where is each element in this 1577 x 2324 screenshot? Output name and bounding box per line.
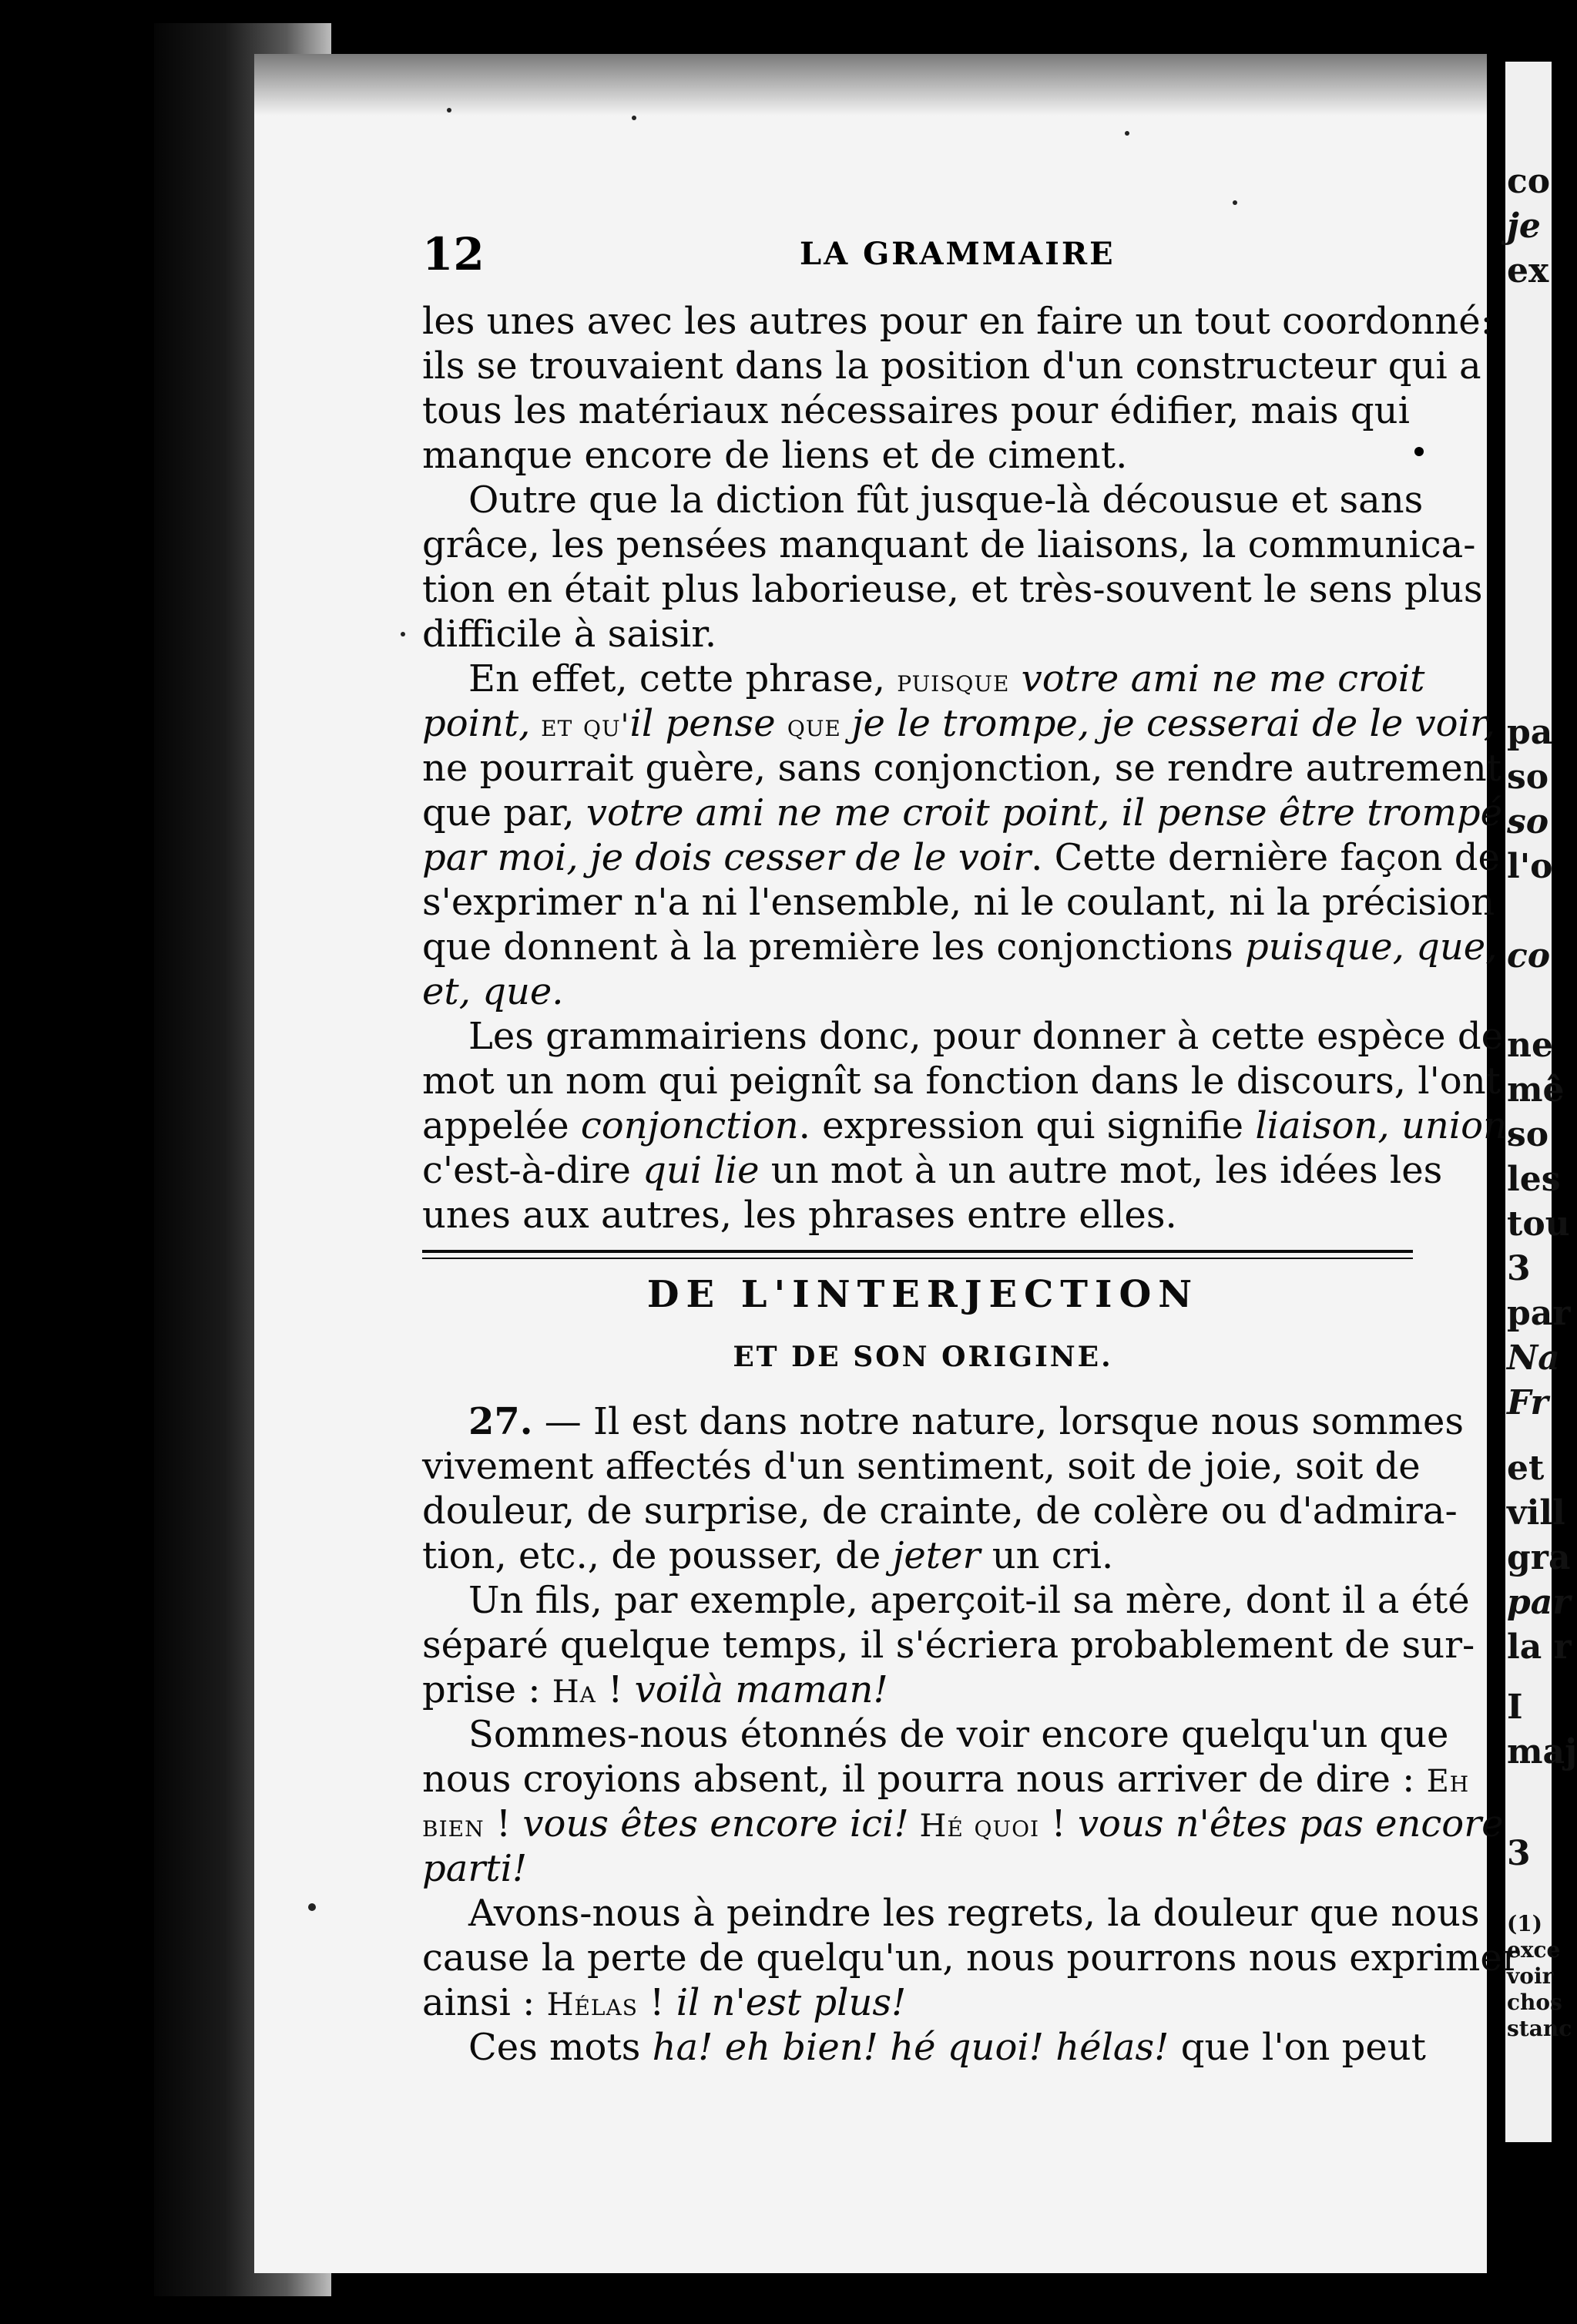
adjacent-footnote: (1) xyxy=(1507,1911,1542,1936)
text-line xyxy=(422,835,1500,880)
text-line: les unes avec les autres pour en faire un tout coordonné: xyxy=(422,300,1493,343)
text-line: tion en était plus laborieuse, et très-souvent le sens plus xyxy=(422,568,1483,611)
adjacent-text: la r xyxy=(1507,1627,1572,1667)
text-run: votre ami ne me croit point, il pense être trompé xyxy=(586,791,1502,835)
text-line xyxy=(422,1802,1504,1849)
text-run: il n'est plus! xyxy=(676,1981,907,2024)
adjacent-text: les xyxy=(1507,1160,1561,1199)
text-line xyxy=(468,2025,1426,2070)
scan-speck xyxy=(1233,200,1237,205)
text-line xyxy=(422,1980,906,2027)
text-line: ne pourrait guère, sans conjonction, se rendre autrement xyxy=(422,747,1502,790)
text-run: puisque xyxy=(897,663,1010,699)
text-run: vous n'êtes pas encore xyxy=(1077,1802,1504,1845)
text-run: que l'on peut xyxy=(1169,2026,1426,2069)
text-run: c'est-à-dire xyxy=(422,1149,643,1192)
adjacent-footnote: exce xyxy=(1507,1937,1561,1963)
page-number: 12 xyxy=(422,228,485,280)
text-line: grâce, les pensées manquant de liaisons, la communica- xyxy=(422,523,1476,566)
text-line xyxy=(422,701,1495,748)
text-line xyxy=(422,925,1497,969)
adjacent-text: 3 xyxy=(1507,1249,1531,1288)
text-line: difficile à saisir. xyxy=(422,613,717,656)
text-run: prise : xyxy=(422,1668,552,1711)
text-line: ils se trouvaient dans la position d'un constructeur qui a xyxy=(422,344,1481,388)
text-run: vous êtes encore ici! xyxy=(522,1802,909,1845)
adjacent-text: so xyxy=(1507,757,1549,797)
text-run: jeter xyxy=(892,1534,981,1577)
page-shadow xyxy=(254,54,1487,116)
adjacent-footnote: voir xyxy=(1507,1963,1554,1989)
scan-speck xyxy=(1125,131,1129,136)
adjacent-text: I xyxy=(1507,1688,1523,1727)
scan-speck xyxy=(308,1903,316,1911)
text-run: Eh xyxy=(1426,1764,1470,1799)
text-run: Ces mots xyxy=(468,2026,653,2069)
adjacent-text: par xyxy=(1507,1294,1571,1333)
adjacent-text: ex xyxy=(1507,251,1549,290)
text-line: manque encore de liens et de ciment. xyxy=(422,434,1128,477)
text-line: cause la perte de quelqu'un, nous pourrons nous exprimer xyxy=(422,1936,1520,1980)
text-run: appelée xyxy=(422,1104,581,1147)
section-subtitle: ET DE SON ORIGINE. xyxy=(733,1341,1113,1373)
text-line xyxy=(422,1103,1518,1148)
adjacent-text: l'o xyxy=(1507,847,1553,886)
text-run: tion, etc., de pousser, de xyxy=(422,1534,893,1577)
text-run: il pense xyxy=(629,702,787,745)
text-line: Les grammairiens donc, pour donner à cette espèce de xyxy=(468,1015,1503,1058)
text-line: Outre que la diction fût jusque-là décousue et sans xyxy=(468,479,1424,522)
text-line: mot un nom qui peignît sa fonction dans le discours, l'ont xyxy=(422,1060,1501,1103)
running-head: LA GRAMMAIRE xyxy=(800,236,1116,272)
text-run: que par, xyxy=(422,791,586,835)
text-run: bien xyxy=(422,1808,485,1844)
adjacent-text: maj xyxy=(1507,1732,1577,1772)
paragraph-number: 27. xyxy=(468,1400,533,1443)
text-line: parti! xyxy=(422,1847,528,1890)
text-run: En effet, cette phrase, xyxy=(468,657,898,700)
text-run: ! xyxy=(484,1802,523,1845)
text-run: point, xyxy=(422,702,531,745)
text-line xyxy=(422,1667,888,1714)
text-run: Hélas xyxy=(546,1987,638,2023)
adjacent-text: Fr xyxy=(1507,1383,1548,1422)
adjacent-text: 3 xyxy=(1507,1834,1531,1873)
adjacent-text: par xyxy=(1507,1583,1571,1622)
adjacent-text: ne xyxy=(1507,1026,1553,1065)
text-run: un cri. xyxy=(980,1534,1114,1577)
text-run: voilà maman! xyxy=(634,1668,888,1711)
adjacent-text: co xyxy=(1507,162,1551,201)
adjacent-text: gra xyxy=(1507,1538,1571,1577)
section-rule xyxy=(422,1250,1413,1253)
text-run: — Il est dans notre nature, lorsque nous sommes xyxy=(532,1400,1464,1443)
text-run: ainsi : xyxy=(422,1981,547,2024)
adjacent-footnote: chos xyxy=(1507,1990,1562,2015)
text-run: conjonction xyxy=(580,1104,799,1147)
text-line: unes aux autres, les phrases entre elles. xyxy=(422,1194,1177,1237)
text-run: que xyxy=(787,708,852,744)
adjacent-page-fragment xyxy=(1505,62,1577,2142)
adjacent-text: et xyxy=(1507,1449,1545,1488)
section-title: DE L'INTERJECTION xyxy=(646,1273,1200,1316)
text-run: . Cette dernière façon de xyxy=(1031,836,1500,879)
text-line: tous les matériaux nécessaires pour édifier, mais qui xyxy=(422,389,1410,432)
text-line: et, que. xyxy=(422,970,564,1013)
text-run: je le trompe, je cesserai de le voir, xyxy=(851,702,1495,745)
text-run: par moi, je dois cesser de le voir xyxy=(422,836,1032,879)
text-run: que donnent à la première les conjonctions xyxy=(422,925,1245,969)
text-line: douleur, de surprise, de crainte, de colère ou d'admira- xyxy=(422,1489,1458,1533)
adjacent-text: mê xyxy=(1507,1070,1565,1110)
text-run: ha! eh bien! hé quoi! hélas! xyxy=(652,2026,1169,2069)
text-run: qui lie xyxy=(643,1149,760,1192)
text-run: nous croyions absent, il pourra nous arriver de dire : xyxy=(422,1758,1427,1801)
text-run: ! xyxy=(637,1981,676,2024)
text-line: séparé quelque temps, il s'écriera probablement de sur- xyxy=(422,1624,1475,1667)
text-run: . expression qui signifie xyxy=(798,1104,1256,1147)
text-line: Sommes-nous étonnés de voir encore quelqu'un que xyxy=(468,1713,1449,1756)
adjacent-text: Na xyxy=(1507,1338,1560,1378)
text-run: liaison, union, xyxy=(1255,1104,1519,1147)
text-run: puisque, que, xyxy=(1244,925,1498,969)
text-run: ! xyxy=(1039,1802,1078,1845)
scan-speck xyxy=(632,116,636,120)
text-line xyxy=(422,1533,1113,1578)
scan-speck xyxy=(447,108,451,113)
section-rule xyxy=(422,1258,1413,1259)
text-line: Avons-nous à peindre les regrets, la douleur que nous xyxy=(468,1892,1480,1935)
text-line xyxy=(468,657,1424,704)
adjacent-footnote: stanc xyxy=(1507,2016,1572,2041)
text-run: Ha xyxy=(552,1674,596,1710)
adjacent-text: so xyxy=(1507,802,1549,841)
scan-speck xyxy=(401,632,405,636)
text-run: votre ami ne me croit xyxy=(1009,657,1425,700)
adjacent-text: vill xyxy=(1507,1493,1565,1533)
adjacent-text: co xyxy=(1507,936,1551,976)
adjacent-text: so xyxy=(1507,1115,1549,1154)
text-run: un mot à un autre mot, les idées les xyxy=(759,1149,1443,1192)
text-run: qu' xyxy=(582,708,630,744)
text-line: vivement affectés d'un sentiment, soit de joie, soit de xyxy=(422,1445,1421,1488)
text-line xyxy=(422,1757,1469,1804)
text-line: s'exprimer n'a ni l'ensemble, ni le coulant, ni la précision xyxy=(422,881,1495,924)
text-line: Un fils, par exemple, aperçoit-il sa mère, dont il a été xyxy=(468,1579,1470,1622)
text-line xyxy=(422,791,1502,835)
text-line xyxy=(468,1399,1464,1444)
text-run: et xyxy=(530,708,583,744)
page-header xyxy=(422,228,1424,280)
text-line xyxy=(422,1148,1442,1193)
adjacent-text: je xyxy=(1507,207,1541,246)
text-run: Hé quoi xyxy=(908,1808,1040,1844)
adjacent-text: pa xyxy=(1507,713,1553,752)
scan-speck xyxy=(1414,447,1424,456)
adjacent-text: tou xyxy=(1507,1204,1570,1244)
text-run: ! xyxy=(596,1668,635,1711)
